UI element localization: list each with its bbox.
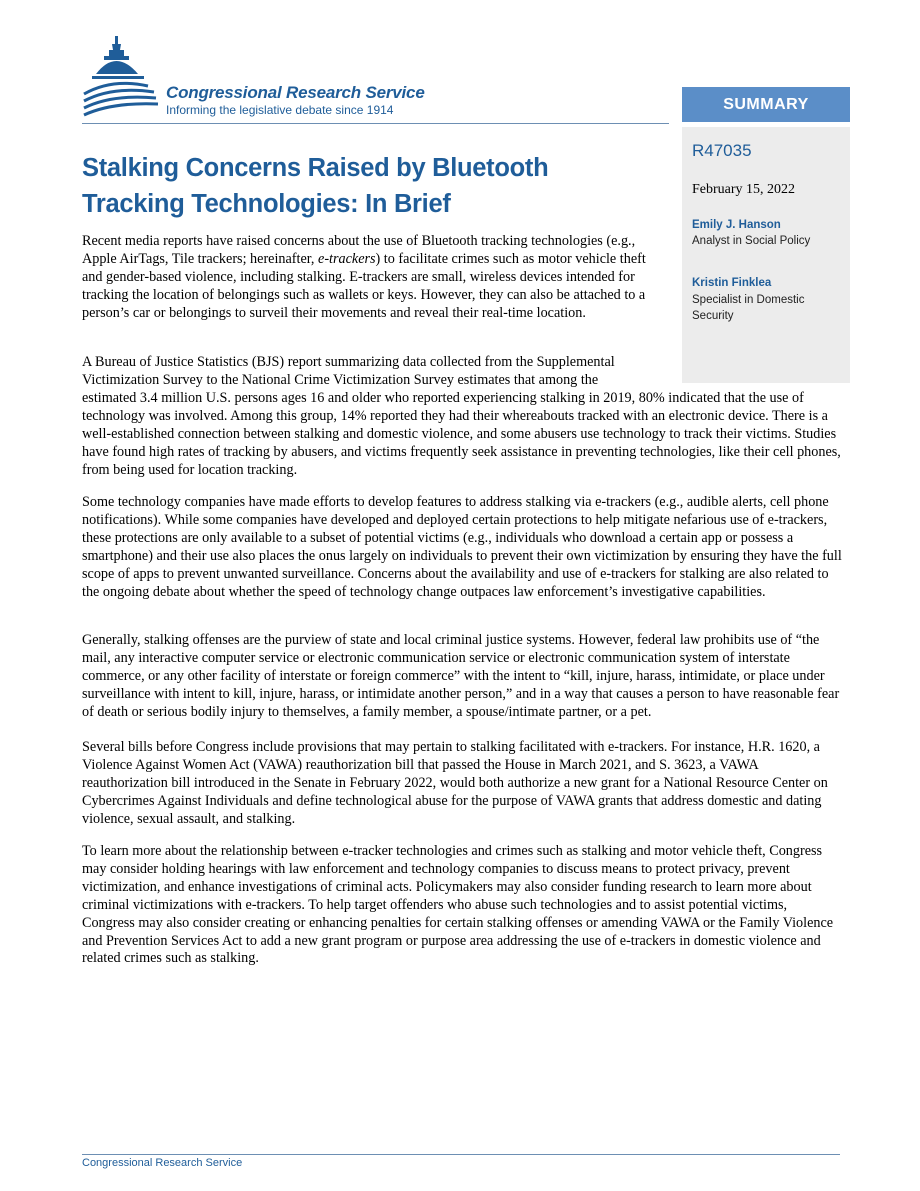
- report-number: R47035: [692, 141, 752, 160]
- body-paragraph: estimated 3.4 million U.S. persons ages 16 and older who reported experiencing stalking in 2019, 80% indicated that the use of technology was involved. Among this group, 14% reported they had their whereabouts tracked with an electronic device. There is a well-established connection between stalking and domestic violence, and some abusers use technology to track their victims. Studies have found high rates of tracking by abusers, and victims frequently seek assistance in preventing technologies, like their cell phones, from being used for location tracking.: [82, 390, 841, 478]
- org-tagline: Informing the legislative debate since 1914: [166, 103, 394, 117]
- page-title: Stalking Concerns Raised by Bluetooth Tracking Technologies: In Brief: [82, 154, 549, 218]
- author-title: Specialist in Domestic Security: [692, 294, 805, 322]
- term-italic: e-trackers: [318, 250, 376, 267]
- report-date: February 15, 2022: [692, 182, 796, 197]
- capitol-dome-icon: [82, 34, 162, 124]
- org-name: Congressional Research Service: [166, 83, 425, 102]
- paragraph-text: Recent media reports have raised concerns about the use of Bluetooth tracking technologies (e.g., Apple AirTags, Tile trackers; hereinafter,: [82, 233, 636, 267]
- footer-org-name: Congressional Research Service: [82, 1157, 243, 1169]
- body-paragraph: A Bureau of Justice Statistics (BJS) report summarizing data collected from the Supplemental Victimization Survey to the National Crime Victimization Survey estimates that among the: [82, 354, 615, 388]
- header-divider: [82, 123, 669, 124]
- body-paragraph: Generally, stalking offenses are the purview of state and local criminal justice systems. However, federal law prohibits use of “the mail, any interactive computer service or electronic communication service or electronic communication system of interstate commerce, or any other facility of interstate or foreign commerce” with the intent to “kill, injure, harass, intimidate, or place under surveillance with intent to kill, injure, harass, or intimidate another person,” and in a way that causes a person to have reasonable fear of death or serious bodily injury to themselves, a family member, a spouse/intimate partner, or a pet.: [82, 632, 840, 720]
- body-paragraph: To learn more about the relationship between e-tracker technologies and crimes such as stalking and motor vehicle theft, Congress may consider holding hearings with law enforcement and technology companies to discuss means to protect privacy, prevent victimization, and enhance investigations of criminal acts. Policymakers may also consider funding research to learn more about criminal victimizations with e-trackers. To help target offenders who abuse such technologies and to assist potential victims, Congress may also consider creating or enhancing penalties for certain stalking offenses or amending VAWA or the Family Violence and Prevention Services Act to add a new grant program or purpose area addressing the use of e-trackers in domestic violence and related crimes such as stalking.: [82, 843, 834, 967]
- body-paragraph: Some technology companies have made efforts to develop features to address stalking via e-trackers (e.g., audible alerts, cell phone notifications). While some companies have developed and deployed certain protections to help mitigate nefarious use of e-trackers, these protections are only available to a subset of potential victims (e.g., individuals who download a certain app or possess a smartphone) and their use also places the onus largely on individuals to prevent their own victimization by ensuring they have the full scope of apps to prevent unwanted surveillance. Concerns about the availability and use of e-trackers for stalking are also related to the ongoing debate about whether the speed of technology change outpaces law enforcement’s investigative capabilities.: [82, 494, 842, 600]
- summary-banner: SUMMARY: [682, 87, 850, 122]
- author-name[interactable]: Kristin Finklea: [692, 277, 772, 289]
- body-paragraph: Several bills before Congress include provisions that may pertain to stalking facilitated with e-trackers. For instance, H.R. 1620, a Violence Against Women Act (VAWA) reauthorization bill that passed the House in March 2021, and S. 3623, a VAWA reauthorization bill introduced in the Senate in February 2022, would both authorize a new grant for a National Resource Center on Cybercrimes Against Individuals and define technological abuse for the purpose of VAWA grants that address domestic and dating violence, sexual assault, and stalking.: [82, 739, 828, 827]
- footer-divider: [82, 1154, 840, 1155]
- summary-sidebar: [682, 127, 850, 383]
- author-name[interactable]: Emily J. Hanson: [692, 219, 781, 231]
- author-title: Analyst in Social Policy: [692, 235, 811, 247]
- paragraph-text: ) to facilitate crimes such as motor vehicle theft and gender-based violence, including stalking. E-trackers are small, wireless devices intended for tracking the location of belongings such as wallets or keys. However, they can also be attached to a person’s car or belongings to surveil their movements and reveal their real-time location.: [82, 250, 646, 321]
- body-paragraph: [82, 233, 667, 323]
